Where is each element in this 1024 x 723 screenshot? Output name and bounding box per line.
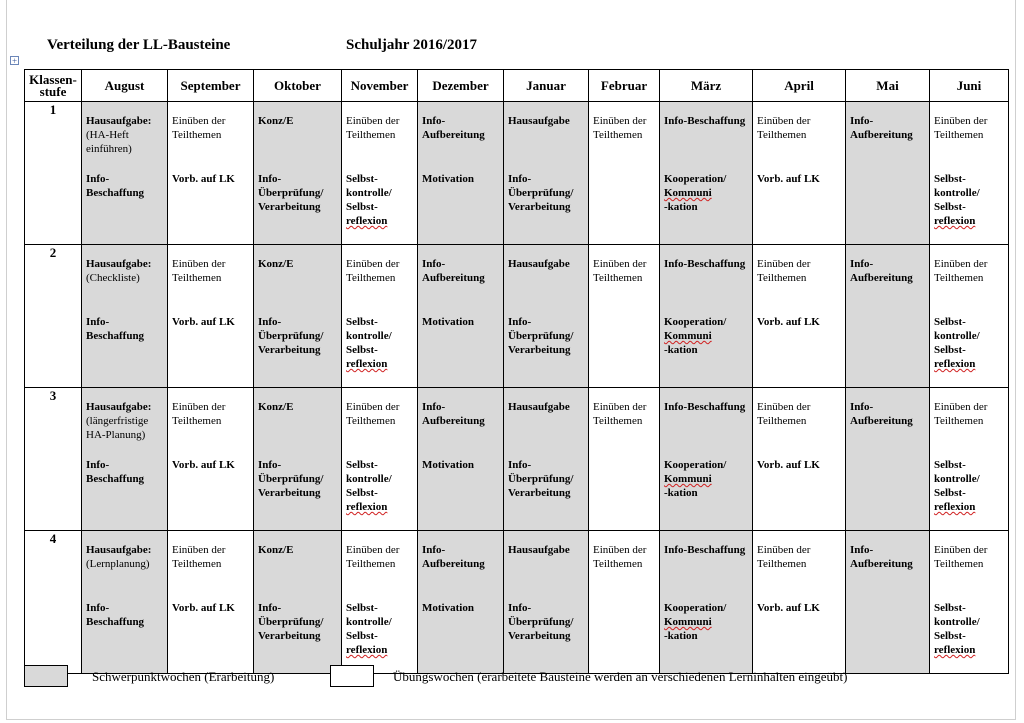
cell-juni: Einüben der Teilthemen Selbst-kontrolle/ Selbst- reflexion [930, 388, 1009, 531]
cell-april: Einüben der Teilthemen Vorb. auf LK [753, 245, 846, 388]
header-month: April [753, 70, 846, 102]
table-row [25, 245, 1009, 388]
header-month: Juni [930, 70, 1009, 102]
cell-januar: Hausaufgabe Info-Überprüfung/ Verarbeitung [504, 102, 589, 245]
cell-februar: Einüben der Teilthemen [589, 531, 660, 674]
cell-september: Einüben der Teilthemen Vorb. auf LK [168, 245, 254, 388]
cell-november: Einüben der Teilthemen Selbst-kontrolle/ Selbst- reflexion [342, 531, 418, 674]
cell-februar: Einüben der Teilthemen [589, 245, 660, 388]
table-row [25, 531, 1009, 674]
table-row [25, 388, 1009, 531]
cell-dezember: Info-Aufbereitung Motivation [418, 102, 504, 245]
header-month: März [660, 70, 753, 102]
cell-januar: Hausaufgabe Info-Überprüfung/ Verarbeitung [504, 388, 589, 531]
header-month: Dezember [418, 70, 504, 102]
cell-august: Hausaufgabe: (Lernplanung) Info-Beschaffung [82, 531, 168, 674]
cell-oktober: Konz/E Info-Überprüfung/ Verarbeitung [254, 102, 342, 245]
document-title: Verteilung der LL-Bausteine [47, 37, 231, 53]
legend-swatch-white [330, 665, 374, 687]
cell-april: Einüben der Teilthemen Vorb. auf LK [753, 388, 846, 531]
cell-maerz: Info-Beschaffung Kooperation/ Kommuni -kation [660, 245, 753, 388]
cell-juni: Einüben der Teilthemen Selbst-kontrolle/ Selbst- reflexion [930, 102, 1009, 245]
cell-februar: Einüben der Teilthemen [589, 102, 660, 245]
cell-februar: Einüben der Teilthemen [589, 388, 660, 531]
cell-juni: Einüben der Teilthemen Selbst-kontrolle/ Selbst- reflexion [930, 245, 1009, 388]
header-month: Januar [504, 70, 589, 102]
cell-august: Hausaufgabe: (längerfristige HA-Planung) Info-Beschaffung [82, 388, 168, 531]
cell-august: Hausaufgabe: (HA-Heft einführen) Info-Beschaffung [82, 102, 168, 245]
klassenstufe-cell: 2 [25, 245, 82, 388]
cell-maerz: Info-Beschaffung Kooperation/ Kommuni -kation [660, 388, 753, 531]
cell-april: Einüben der Teilthemen Vorb. auf LK [753, 102, 846, 245]
cell-april: Einüben der Teilthemen Vorb. auf LK [753, 531, 846, 674]
cell-september: Einüben der Teilthemen Vorb. auf LK [168, 531, 254, 674]
klassenstufe-cell: 3 [25, 388, 82, 531]
header-month: Februar [589, 70, 660, 102]
cell-august: Hausaufgabe: (Checkliste) Info-Beschaffung [82, 245, 168, 388]
cell-dezember: Info-Aufbereitung Motivation [418, 245, 504, 388]
cell-oktober: Konz/E Info-Überprüfung/ Verarbeitung [254, 245, 342, 388]
header-klassenstufe: Klassen- stufe [25, 70, 82, 102]
distribution-table [24, 69, 1009, 674]
cell-dezember: Info-Aufbereitung Motivation [418, 388, 504, 531]
table-move-handle-icon[interactable]: + [11, 56, 18, 66]
cell-maerz: Info-Beschaffung Kooperation/ Kommuni -kation [660, 102, 753, 245]
cell-dezember: Info-Aufbereitung Motivation [418, 531, 504, 674]
cell-mai: Info-Aufbereitung [846, 102, 930, 245]
cell-januar: Hausaufgabe Info-Überprüfung/ Verarbeitung [504, 531, 589, 674]
cell-september: Einüben der Teilthemen Vorb. auf LK [168, 388, 254, 531]
klassenstufe-cell: 1 [25, 102, 82, 245]
legend-swatch-shaded [24, 665, 68, 687]
legend-label-white: Übungswochen (erarbeitete Bausteine werden an verschiedenen Lerninhalten eingeübt) [393, 669, 848, 684]
header-month: November [342, 70, 418, 102]
cell-mai: Info-Aufbereitung [846, 245, 930, 388]
cell-januar: Hausaufgabe Info-Überprüfung/ Verarbeitung [504, 245, 589, 388]
cell-oktober: Konz/E Info-Überprüfung/ Verarbeitung [254, 388, 342, 531]
cell-september: Einüben der Teilthemen Vorb. auf LK [168, 102, 254, 245]
cell-november: Einüben der Teilthemen Selbst-kontrolle/ Selbst- reflexion [342, 245, 418, 388]
legend-label-shaded: Schwerpunktwochen (Erarbeitung) [92, 669, 275, 684]
cell-november: Einüben der Teilthemen Selbst-kontrolle/ Selbst- reflexion [342, 388, 418, 531]
klassenstufe-cell: 4 [25, 531, 82, 674]
header-month: Oktober [254, 70, 342, 102]
header-row [25, 70, 1009, 102]
cell-november: Einüben der Teilthemen Selbst-kontrolle/ Selbst- reflexion [342, 102, 418, 245]
cell-maerz: Info-Beschaffung Kooperation/ Kommuni -kation [660, 531, 753, 674]
cell-oktober: Konz/E Info-Überprüfung/ Verarbeitung [254, 531, 342, 674]
cell-juni: Einüben der Teilthemen Selbst-kontrolle/ Selbst- reflexion [930, 531, 1009, 674]
header-month: Mai [846, 70, 930, 102]
table-row [25, 102, 1009, 245]
cell-mai: Info-Aufbereitung [846, 388, 930, 531]
header-month: August [82, 70, 168, 102]
cell-mai: Info-Aufbereitung [846, 531, 930, 674]
header-month: September [168, 70, 254, 102]
school-year: Schuljahr 2016/2017 [346, 37, 477, 53]
